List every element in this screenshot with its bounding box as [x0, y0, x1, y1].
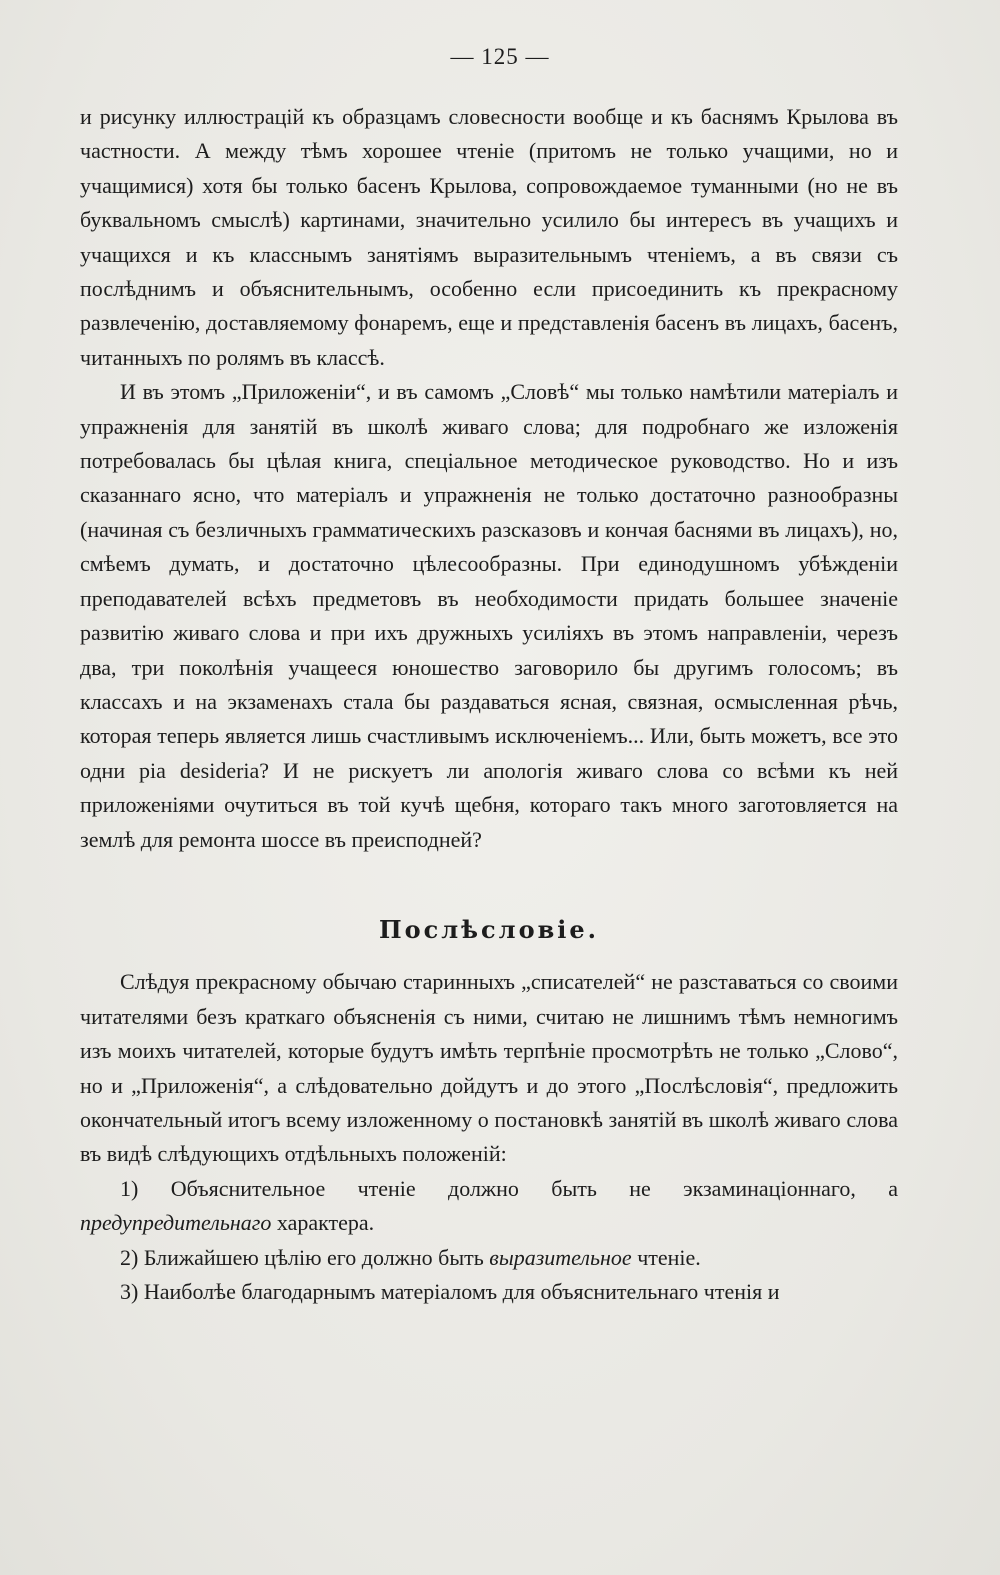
list-item-text: 1) Объяснительное чтеніе должно быть не экзаминаціоннаго, а — [120, 1175, 898, 1201]
paragraph-afterword: Слѣдуя прекрасному обычаю старинныхъ „списателей“ не разставаться со своими читателями безъ краткаго объясненія съ ними, считаю не лишнимъ тѣмъ немногимъ изъ моихъ читателей, которые будутъ имѣть терпѣніе просмотрѣть не только „Слово“, но и „Приложенія“, а слѣдовательно дойдутъ и до этого „Послѣсловія“, предложить окончательный итогъ всему изложенному о постановкѣ занятій въ школѣ живаго слова въ видѣ слѣдующихъ отдѣльныхъ положеній: — [80, 969, 898, 1167]
list-item-emphasis: предупредительнаго — [80, 1210, 272, 1236]
paragraph-continuation: и рисунку иллюстрацій къ образцамъ словесности вообще и къ баснямъ Крылова въ частности. А между тѣмъ хорошее чтеніе (притомъ не только учащими, но и учащимися) хотя бы только басенъ Крылова, сопровождаемое туманными (но не въ буквальномъ смыслѣ) картинами, значительно усилило бы интересъ въ учащихъ и учащихся и къ класснымъ занятіямъ выразительнымъ чтеніемъ, а въ связи съ послѣднимъ и объяснительнымъ, особенно если присоединить къ прекрасному развлеченію, доставляемому фонаремъ, еще и представленія басенъ въ лицахъ, басенъ, читанныхъ по ролямъ въ классѣ. — [80, 104, 898, 370]
list-item-emphasis: выразительное — [489, 1244, 632, 1270]
section-heading: Послѣсловіе. — [378, 914, 600, 944]
page-number: — 125 — — [450, 44, 550, 69]
paragraph-conclusion: И въ этомъ „Приложеніи“, и въ самомъ „Словѣ“ мы только намѣтили матеріалъ и упражненія для занятій въ школѣ живаго слова; для подробнаго же изложенія потребовалась бы цѣлая книга, спеціальное методическое руководство. Но и изъ сказаннаго ясно, что матеріалъ и упражненія не только достаточно разнообразны (начиная съ безличныхъ грамматическихъ разсказовъ и кончая баснями въ лицахъ), но, смѣемъ думать, и достаточно цѣлесообразны. При единодушномъ убѣжденіи преподавателей всѣхъ предметовъ въ необходимости придать большее значеніе развитію живаго слова и при ихъ дружныхъ усиліяхъ въ этомъ направленіи, черезъ два, три поколѣнія учащееся юношество заговорило бы другимъ голосомъ; въ классахъ и на экзаменахъ стала бы раздаваться ясная, связная, осмысленная рѣчь, которая теперь является лишь счастливымъ исключеніемъ... Или, быть можетъ, все это одни pia desideria? И не рискуетъ ли апологія живаго слова со всѣми къ ней приложеніями очутиться въ той кучѣ щебня, котораго такъ много заготовляется на землѣ для ремонта шоссе въ преисподней? — [80, 379, 898, 852]
list-item-text: характера. — [271, 1210, 375, 1236]
list-item-1 — [80, 1172, 898, 1241]
list-item-text: 2) Ближайшею цѣлію его должно быть — [120, 1244, 490, 1270]
page-body — [80, 100, 898, 1309]
list-item-2 — [80, 1241, 898, 1275]
list-item-text: 3) Наиболѣе благодарнымъ матеріаломъ для объяснительнаго чтенія и — [120, 1279, 780, 1304]
list-item-text: чтеніе. — [631, 1244, 701, 1270]
list-item-3 — [80, 1275, 898, 1309]
